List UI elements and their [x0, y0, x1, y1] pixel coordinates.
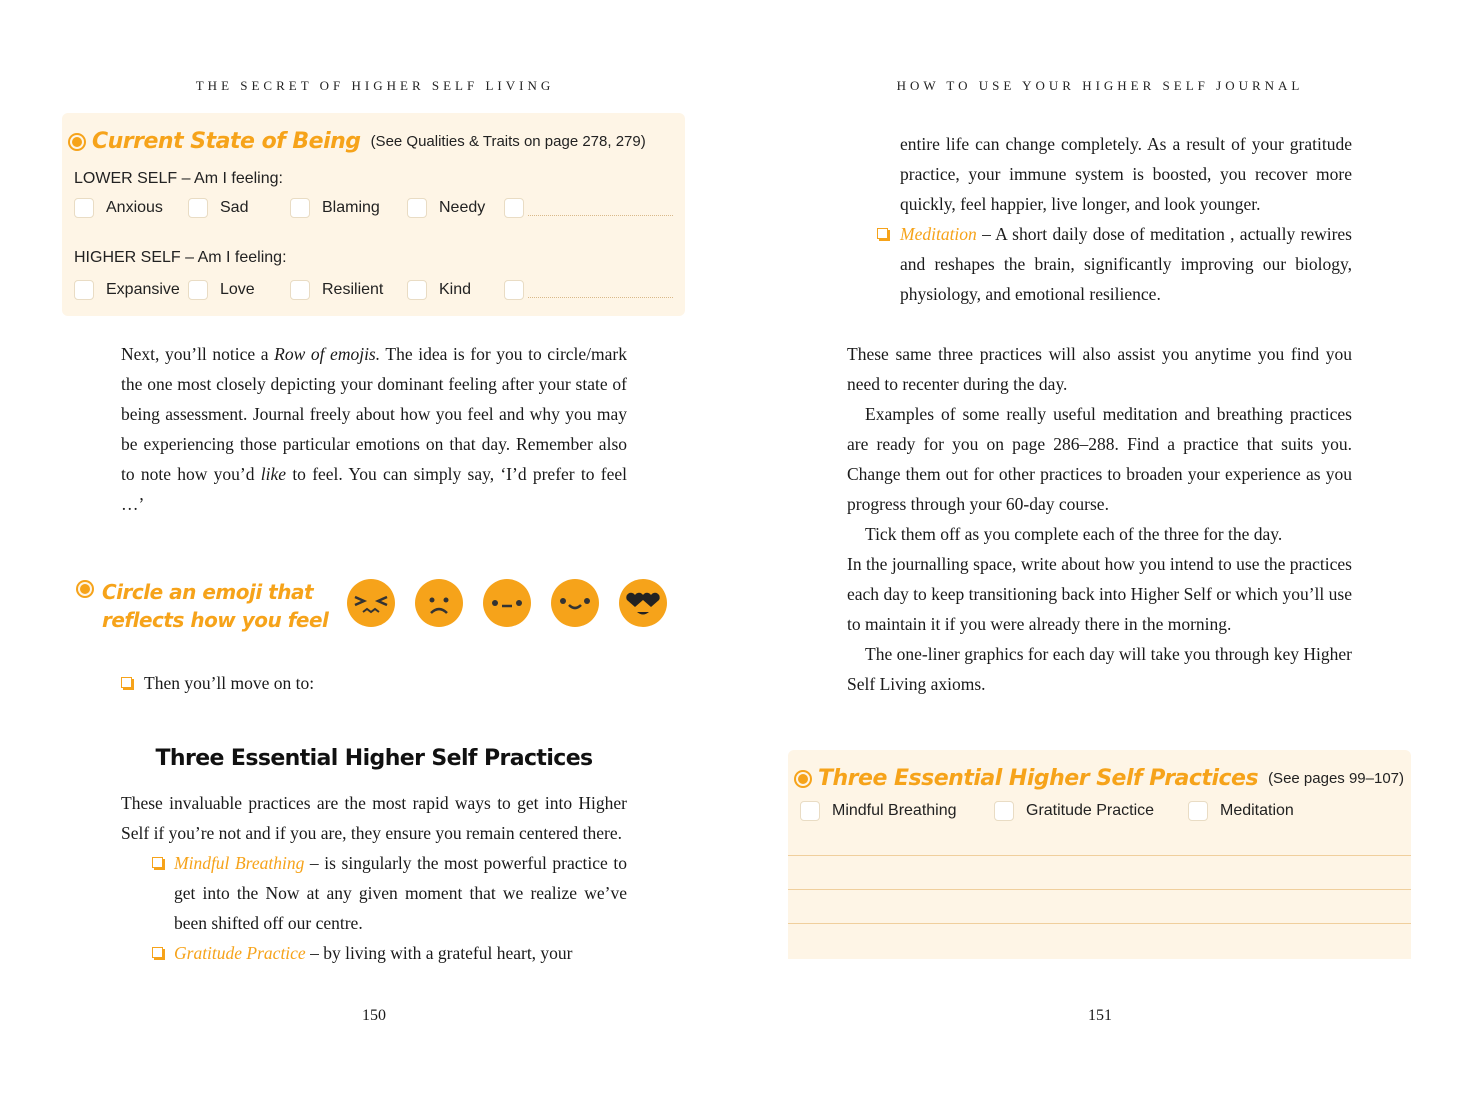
checkbox-bullet-icon — [152, 857, 163, 868]
practice-item: Mindful Breathing – is singularly the most powerful practice to get into the Now at any given moment that we realize we’ve been shifted off our centre. — [152, 848, 627, 938]
journal-line[interactable] — [788, 923, 1411, 924]
sad-emoji-icon[interactable] — [415, 579, 463, 627]
checkbox-mindful-breathing[interactable] — [800, 801, 820, 821]
lower-self-label: LOWER SELF – Am I feeling: — [74, 170, 283, 187]
option-label: Love — [220, 281, 255, 298]
checkbox-anxious[interactable] — [74, 198, 94, 218]
option-label: Meditation — [1220, 802, 1294, 819]
meditation-item: Meditation – A short daily dose of meditation , actually rewires and reshapes the brain, significantly improving our biology, physiology, and emotional resilience. — [877, 219, 1352, 309]
emoji-prompt-line2: reflects how you feel — [102, 608, 329, 632]
paragraph: In the journalling space, write about how you intend to use the practices each day to keep transitioning back into Higher Self or which you’ll use to maintain it if you were already there in the morning. — [847, 554, 1352, 634]
checkbox-resilient[interactable] — [290, 280, 310, 300]
option-label: Mindful Breathing — [832, 802, 957, 819]
practices-panel-note: (See pages 99–107) — [1268, 770, 1404, 787]
checkbox-meditation[interactable] — [1188, 801, 1208, 821]
option-label: Expansive — [106, 281, 180, 298]
paragraph: Tick them off as you complete each of the three for the day. — [865, 524, 1283, 544]
sun-icon — [72, 137, 82, 147]
lower-self-options — [74, 198, 673, 218]
happy-emoji-icon[interactable] — [551, 579, 599, 627]
paragraph: These same three practices will also assist you anytime you find you need to recenter during the day. — [847, 344, 1352, 394]
state-panel-title: Current State of Being — [92, 129, 361, 154]
right-body-text — [847, 339, 1352, 699]
option-label: Sad — [220, 199, 249, 216]
frustrated-emoji-icon[interactable] — [347, 579, 395, 627]
running-head-right: HOW TO USE YOUR HIGHER SELF JOURNAL — [896, 78, 1304, 93]
love-emoji-icon[interactable] — [619, 579, 667, 627]
practices-list — [152, 848, 627, 968]
checkbox-other-lower[interactable] — [504, 198, 524, 218]
checkbox-other-higher[interactable] — [504, 280, 524, 300]
neutral-emoji-icon[interactable] — [483, 579, 531, 627]
checkbox-gratitude-practice[interactable] — [994, 801, 1014, 821]
checkbox-blaming[interactable] — [290, 198, 310, 218]
sun-icon — [80, 584, 90, 594]
paragraph: The one-liner graphics for each day will take you through key Higher Self Living axioms. — [847, 644, 1352, 694]
practices-panel — [788, 750, 1411, 959]
emoji-prompt-line1: Circle an emoji that — [102, 580, 314, 604]
move-on-bullet: Then you’ll move on to: — [121, 668, 314, 698]
practice-item: Gratitude Practice – by living with a grateful heart, your — [152, 938, 627, 968]
journal-line[interactable] — [788, 889, 1411, 890]
sun-icon — [798, 774, 808, 784]
page-number-right: 151 — [1088, 1007, 1112, 1024]
emoji-prompt — [80, 578, 328, 634]
emoji-row — [347, 579, 667, 627]
write-in-line[interactable] — [528, 296, 673, 298]
higher-self-options — [74, 280, 673, 300]
state-panel-note: (See Qualities & Traits on page 278, 279) — [370, 133, 646, 150]
state-of-being-panel — [62, 113, 685, 316]
running-head-left: THE SECRET OF HIGHER SELF LIVING — [195, 78, 555, 93]
practices-heading: Three Essential Higher Self Practices — [155, 746, 593, 771]
page-number-left: 150 — [362, 1007, 386, 1024]
checkbox-expansive[interactable] — [74, 280, 94, 300]
checkbox-needy[interactable] — [407, 198, 427, 218]
checkbox-bullet-icon — [152, 947, 163, 958]
practices-options — [800, 801, 1294, 821]
checkbox-sad[interactable] — [188, 198, 208, 218]
higher-self-label: HIGHER SELF – Am I feeling: — [74, 249, 287, 266]
write-in-line[interactable] — [528, 214, 673, 216]
intro-paragraph: Next, you’ll notice a Row of emojis. The idea is for you to circle/mark the one most closely depicting your dominant feeling after your state of being assessment. Journal freely about how you feel and why you may be experiencing those particular emotions on that day. Remember also to note how you’d like to feel. You can simply say, ‘I’d prefer to feel …’ — [121, 344, 627, 514]
checkbox-kind[interactable] — [407, 280, 427, 300]
checkbox-bullet-icon — [877, 228, 888, 239]
checkbox-love[interactable] — [188, 280, 208, 300]
option-label: Resilient — [322, 281, 384, 298]
practices-intro: These invaluable practices are the most rapid ways to get into Higher Self if you’re not and if you are, they ensure you remain centered there. — [121, 793, 627, 843]
practices-panel-title: Three Essential Higher Self Practices — [818, 766, 1259, 791]
option-label: Gratitude Practice — [1026, 802, 1155, 819]
option-label: Needy — [439, 199, 486, 216]
checkbox-bullet-icon — [121, 677, 132, 688]
continuation-paragraph: entire life can change completely. As a result of your gratitude practice, your immune system is boosted, you recover more quickly, feel happier, live longer, and look younger. — [900, 134, 1352, 214]
paragraph: Examples of some really useful meditation and breathing practices are ready for you on page 286–288. Find a practice that suits you. Change them out for other practices to broaden your experience as you progress through your 60-day course. — [847, 404, 1352, 514]
option-label: Blaming — [322, 199, 380, 216]
option-label: Kind — [439, 281, 472, 298]
option-label: Anxious — [106, 199, 163, 216]
journal-line[interactable] — [788, 855, 1411, 856]
